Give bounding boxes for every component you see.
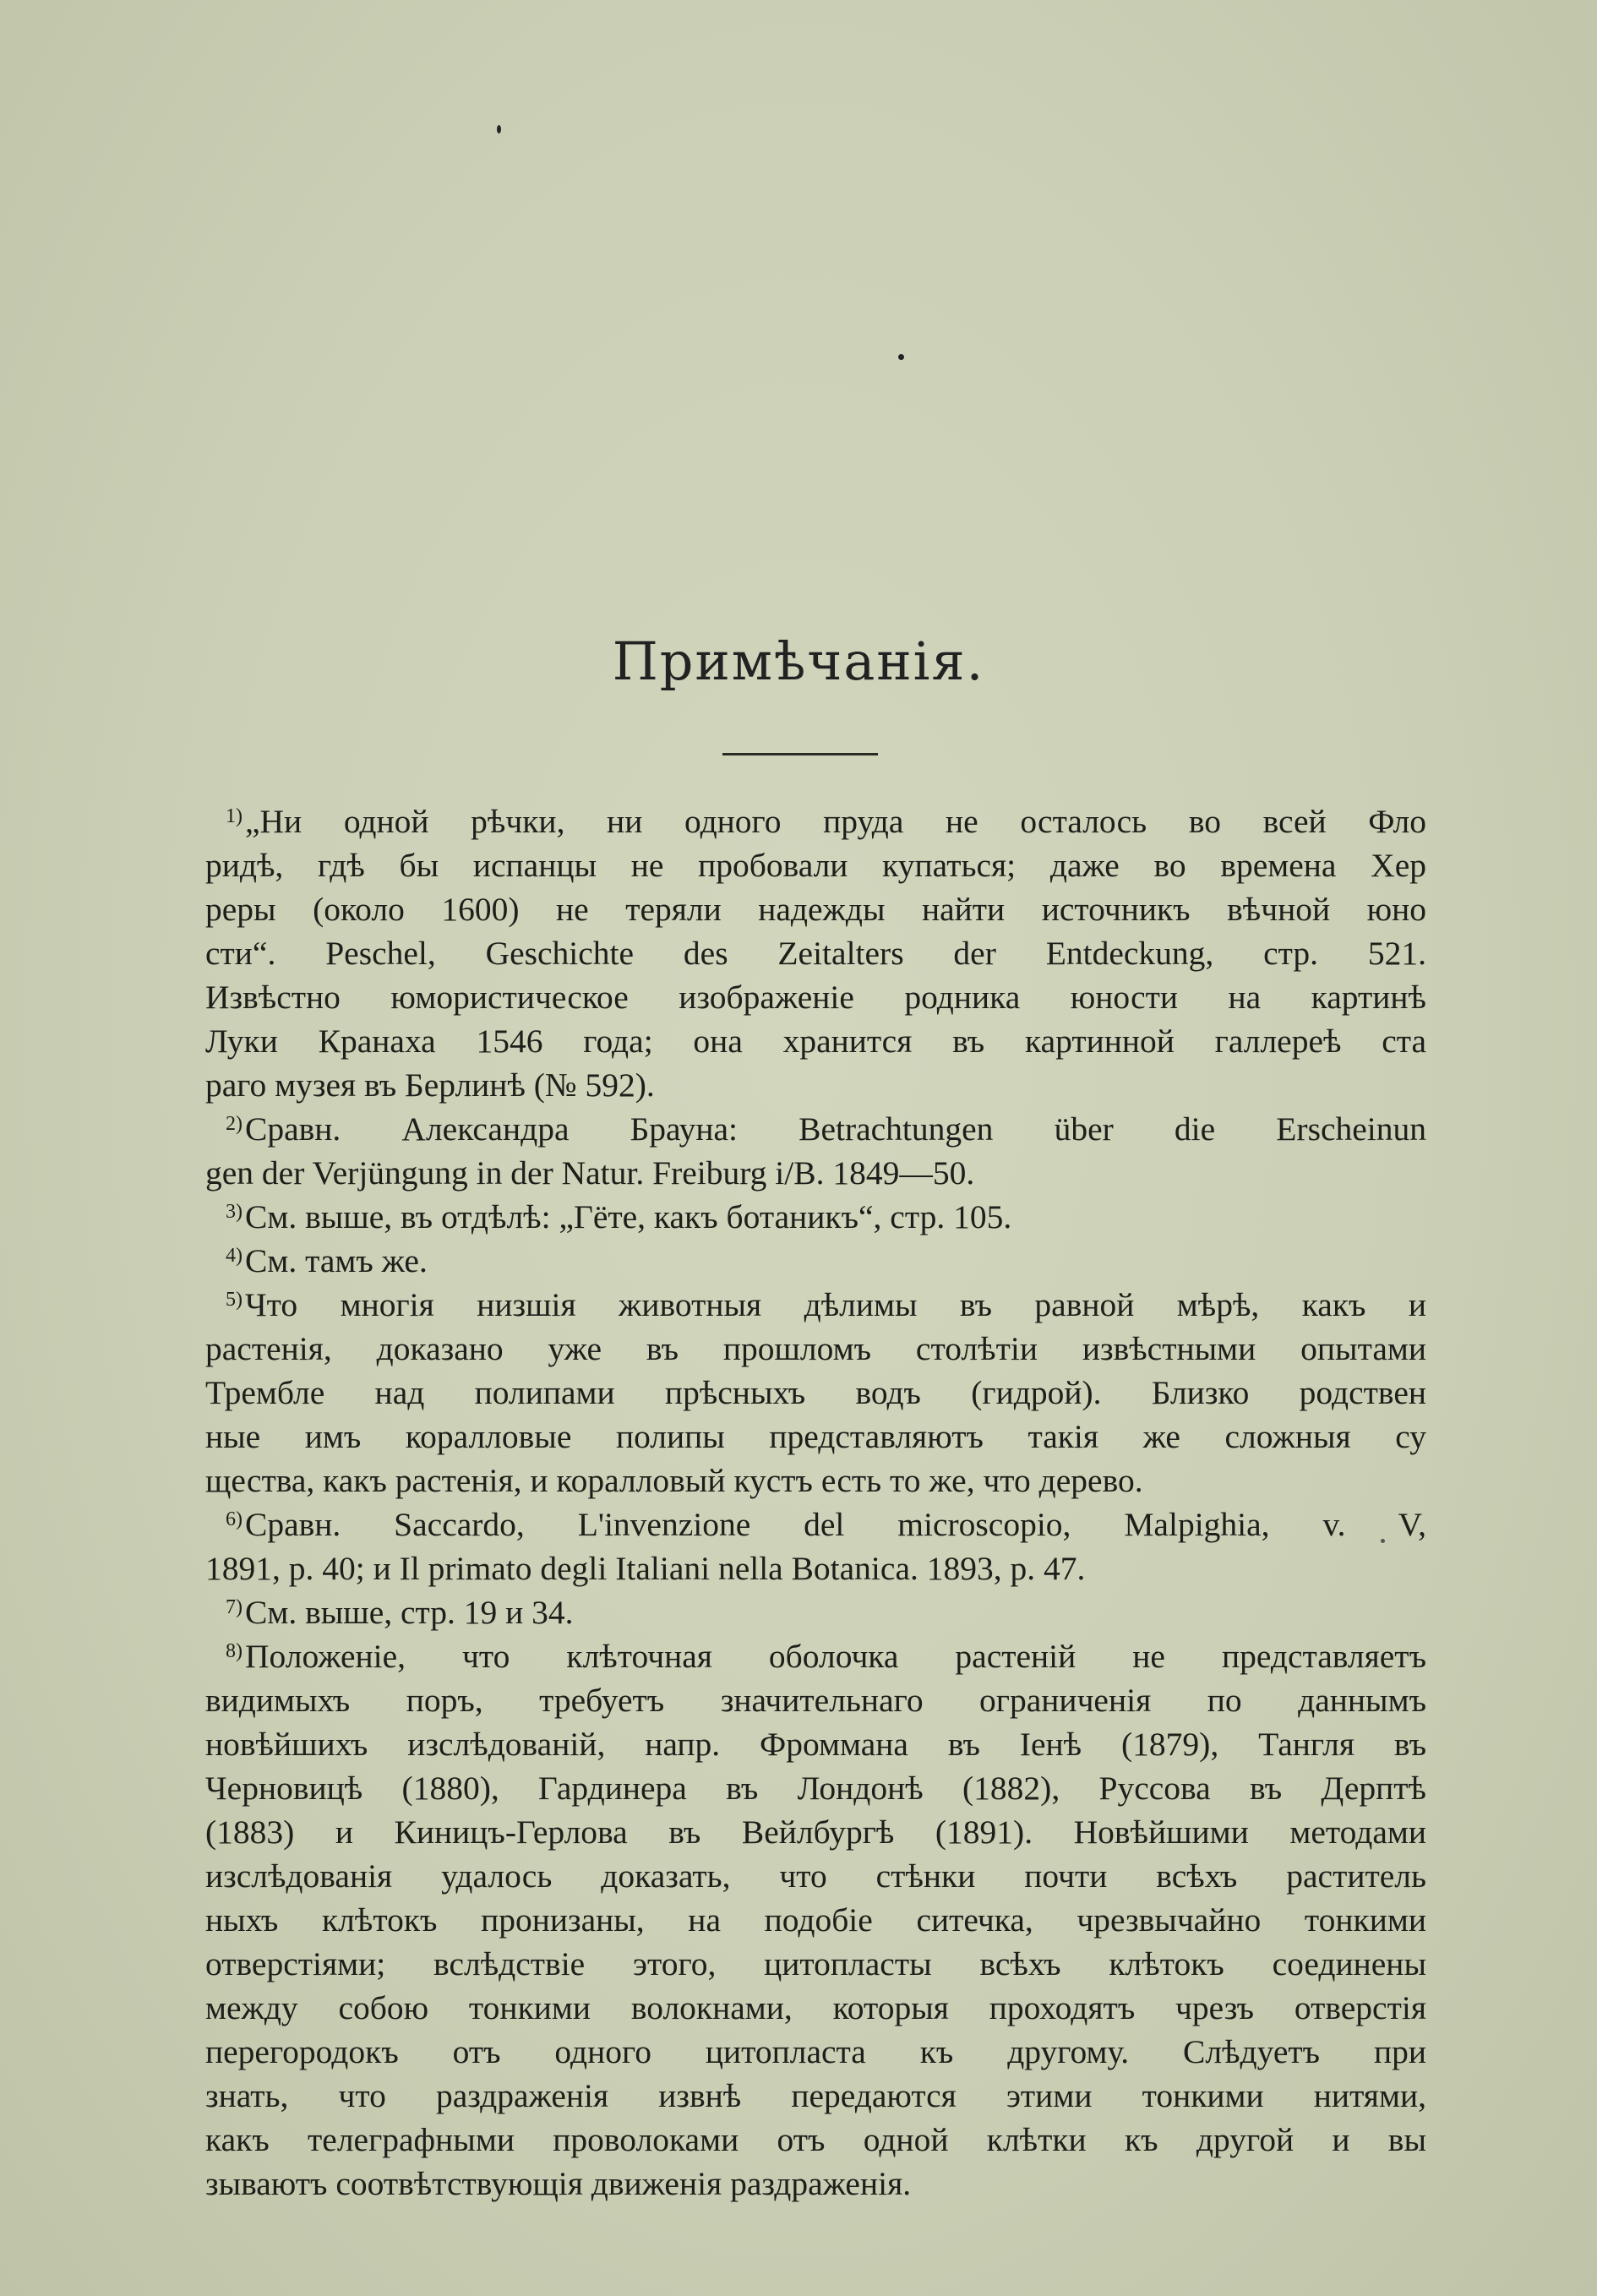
footnote-line [205,1766,1426,1810]
footnote-marker: 3) [226,1201,243,1223]
footnote-text: Сравн. Saccardo, L'invenzione del microscopio, Malpighia, v. V, [245,1506,1426,1543]
footnote-text: отверстіями; вслѣдствіе этого, цитопласты всѣхъ клѣтокъ соединены [205,1945,1426,1982]
footnote-marker: 1) [226,805,243,827]
footnote-line [205,1151,1426,1195]
footnote-line [205,1810,1426,1854]
footnote-line [205,1854,1426,1898]
footnote-line [205,1722,1426,1766]
footnote-first-line [205,1283,1426,1327]
footnote-text: ридѣ, гдѣ бы испанцы не пробовали купаться; даже во времена Хер [205,847,1426,884]
title-divider [722,753,878,755]
footnote-text: сти“. Peschel, Geschichte des Zeitalters der Entdeckung, стр. 521. [205,935,1426,972]
footnote-first-line [205,1634,1426,1678]
footnote-marker: 4) [226,1245,243,1267]
footnote-text: щества, какъ растенія, и коралловый кустъ есть то же, что дерево. [205,1462,1143,1499]
footnote-text: зываютъ соотвѣтствующія движенія раздраженія. [205,2165,912,2202]
footnote-text: gen der Verjüngung in der Natur. Freiburg i/B. 1849—50. [205,1154,975,1192]
footnote-text: знать, что раздраженія извнѣ передаются этими тонкими нитями, [205,2077,1426,2114]
footnote [205,1195,1426,1239]
footnote-line [205,2030,1426,2074]
footnote-text: ныхъ клѣтокъ пронизаны, на подобіе ситечка, чрезвычайно тонкими [205,1901,1426,1939]
footnote-line [205,975,1426,1019]
footnote-text: (1883) и Киницъ-Герлова въ Вейлбургѣ (1891). Новѣйшими методами [205,1813,1426,1851]
footnote-text: 1891, p. 40; и Il primato degli Italiani nella Botanica. 1893, p. 47. [205,1550,1086,1587]
footnote [205,1502,1426,1590]
footnote-line [205,2074,1426,2118]
footnote-text: См. тамъ же. [245,1242,428,1279]
footnote-line [205,1415,1426,1459]
footnote-line [205,1459,1426,1502]
footnote-marker: 6) [226,1508,243,1530]
footnote-line [205,843,1426,887]
footnote-text: Трембле над полипами прѣсныхъ водъ (гидрой). Близко родствен [205,1374,1426,1411]
footnote [205,1107,1426,1195]
footnote-text: Черновицѣ (1880), Гардинера въ Лондонѣ (1882), Руссова въ Дерптѣ [205,1770,1426,1807]
footnote-first-line [205,1107,1426,1151]
footnote-line [205,1986,1426,2030]
footnote-line [205,1063,1426,1107]
footnote-marker: 2) [226,1113,243,1135]
ink-speck [497,125,501,134]
footnote-text: Извѣстно юмористическое изображеніе родника юности на картинѣ [205,979,1426,1016]
footnote-line [205,931,1426,975]
footnote-text: видимыхъ поръ, требуетъ значительнаго ограниченія по даннымъ [205,1682,1426,1719]
footnote-marker: 8) [226,1640,243,1662]
ink-speck [898,354,904,360]
footnote [205,1590,1426,1634]
footnote-text: растенія, доказано уже въ прошломъ столѣтіи извѣстными опытами [205,1330,1426,1367]
footnote-text: Сравн. Александра Брауна: Betrachtungen über die Erscheinun [245,1110,1426,1148]
footnote-text: Положеніе, что клѣточная оболочка растеній не представляетъ [245,1638,1426,1675]
footnote [205,1283,1426,1502]
footnote-first-line [205,1239,1426,1283]
footnote-line [205,887,1426,931]
footnote-text: реры (около 1600) не теряли надежды найти источникъ вѣчной юно [205,891,1426,928]
footnote-first-line [205,1195,1426,1239]
footnote-line [205,1327,1426,1371]
footnote [205,1634,1426,2206]
footnote [205,799,1426,1107]
footnote-text: какъ телеграфными проволоками отъ одной клѣтки къ другой и вы [205,2121,1426,2158]
footnote-line [205,1371,1426,1415]
footnote-line [205,2162,1426,2206]
footnote-line [205,1019,1426,1063]
footnote-marker: 5) [226,1289,243,1311]
footnote-line [205,2118,1426,2162]
footnote-line [205,1898,1426,1942]
footnote-text: новѣйшихъ изслѣдованій, напр. Фроммана въ Іенѣ (1879), Тангля въ [205,1726,1426,1763]
footnote-first-line [205,1590,1426,1634]
footnote-line [205,1942,1426,1986]
notes-list [205,799,1426,2206]
footnote-text: между собою тонкими волокнами, которыя проходятъ чрезъ отверстія [205,1989,1426,2026]
footnote-first-line [205,799,1426,843]
page-title: Примѣчанія. [612,630,985,692]
footnote-text: См. выше, стр. 19 и 34. [245,1594,574,1631]
footnote [205,1239,1426,1283]
footnote-marker: 7) [226,1596,243,1618]
footnote-text: Что многія низшія животныя дѣлимы въ равной мѣрѣ, какъ и [245,1286,1426,1323]
footnote-text: Луки Кранаха 1546 года; она хранится въ картинной галлереѣ ста [205,1023,1426,1060]
footnote-first-line [205,1502,1426,1546]
footnote-text: ные имъ коралловые полипы представляютъ такія же сложныя су [205,1418,1426,1455]
footnote-text: См. выше, въ отдѣлѣ: „Гёте, какъ ботаникъ“, стр. 105. [245,1198,1012,1235]
footnote-text: перегородокъ отъ одного цитопласта къ другому. Слѣдуетъ при [205,2033,1426,2070]
footnote-line [205,1678,1426,1722]
footnote-text: раго музея въ Берлинѣ (№ 592). [205,1066,655,1104]
footnote-line [205,1546,1426,1590]
footnote-text: „Ни одной рѣчки, ни одного пруда не осталось во всей Фло [245,803,1426,840]
footnote-text: изслѣдованія удалось доказать, что стѣнки почти всѣхъ раститель [205,1857,1426,1895]
